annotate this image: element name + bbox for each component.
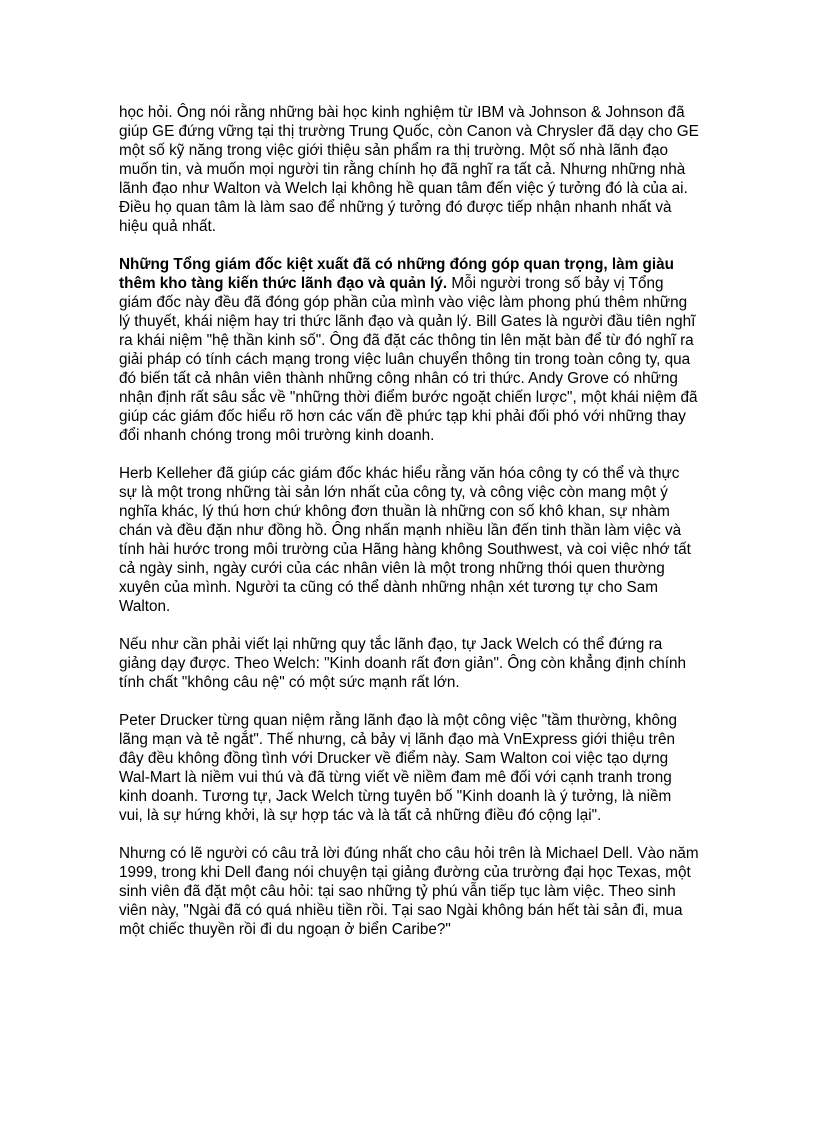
document-page (119, 103, 699, 958)
paragraph-2 (119, 255, 699, 445)
paragraph-6 (119, 844, 699, 939)
paragraph-1-text: học hỏi. Ông nói rằng những bài học kinh nghiệm từ IBM và Johnson & Johnson đã giúp GE đứng vững tại thị trường Trung Quốc, còn Canon và Chrysler đã dạy cho GE một số kỹ năng trong việc giới thiệu sản phẩm ra thị trường. Một số nhà lãnh đạo muốn tin, và muốn mọi người tin rằng chính họ đã nghĩ ra tất cả. Nhưng những nhà lãnh đạo như Walton và Welch lại không hề quan tâm đến việc ý tưởng đó là của ai. Điều họ quan tâm là làm sao để những ý tưởng đó được tiếp nhận nhanh nhất và hiệu quả nhất. (119, 104, 699, 235)
paragraph-2-bold-lead: Những Tổng giám đốc kiệt xuất đã có những đóng góp quan trọng, làm giàu thêm kho tàng kiến thức lãnh đạo và quản lý. (119, 256, 674, 292)
paragraph-4 (119, 635, 699, 692)
paragraph-5 (119, 711, 699, 825)
paragraph-3 (119, 464, 699, 616)
paragraph-5-text: Peter Drucker từng quan niệm rằng lãnh đạo là một công việc "tầm thường, không lãng mạn và tẻ ngắt". Thế nhưng, cả bảy vị lãnh đạo mà VnExpress giới thiệu trên đây đều không đồng tình với Drucker về điểm này. Sam Walton coi việc tạo dựng Wal-Mart là niềm vui thú và đã từng viết về niềm đam mê đối với cạnh tranh trong kinh doanh. Tương tự, Jack Welch từng tuyên bố "Kinh doanh là ý tưởng, là niềm vui, là sự hứng khởi, là sự hợp tác và là tất cả những điều đó cộng lại". (119, 712, 678, 824)
paragraph-6-text: Nhưng có lẽ người có câu trả lời đúng nhất cho câu hỏi trên là Michael Dell. Vào năm 1999, trong khi Dell đang nói chuyện tại giảng đường của trường đại học Texas, một sinh viên đã đặt một câu hỏi: tại sao những tỷ phú vẫn tiếp tục làm việc. Theo sinh viên này, "Ngài đã có quá nhiều tiền rồi. Tại sao Ngài không bán hết tài sản đi, mua một chiếc thuyền rồi đi du ngoạn ở biển Caribe?" (119, 845, 699, 938)
paragraph-4-text: Nếu như cần phải viết lại những quy tắc lãnh đạo, tự Jack Welch có thể đứng ra giảng dạy được. Theo Welch: "Kinh doanh rất đơn giản". Ông còn khẳng định chính tính chất "không câu nệ" có một sức mạnh rất lớn. (119, 636, 687, 691)
paragraph-1 (119, 103, 699, 236)
paragraph-3-text: Herb Kelleher đã giúp các giám đốc khác hiểu rằng văn hóa công ty có thể và thực sự là một trong những tài sản lớn nhất của công ty, và công việc còn mang một ý nghĩa khác, lý thú hơn chứ không đơn thuần là những con số khô khan, sự nhàm chán và đều đặn như đồng hồ. Ông nhấn mạnh nhiều lần đến tinh thần làm việc và tính hài hước trong môi trường của Hãng hàng không Southwest, và coi việc nhớ tất cả ngày sinh, ngày cưới của các nhân viên là một trong những thói quen thường xuyên của mình. Người ta cũng có thể dành những nhận xét tương tự cho Sam Walton. (119, 465, 691, 615)
paragraph-2-text: Mỗi người trong số bảy vị Tổng giám đốc này đều đã đóng góp phần của mình vào việc làm phong phú thêm những lý thuyết, khái niệm hay tri thức lãnh đạo và quản lý. Bill Gates là người đầu tiên nghĩ ra khái niệm "hệ thần kinh số". Ông đã đặt các thông tin lên mặt bàn để từ đó nghĩ ra giải pháp có tính cách mạng trong việc luân chuyển thông tin trong toàn công ty, qua đó biến tất cả nhân viên thành những công nhân có tri thức. Andy Grove có những nhận định rất sâu sắc về "những thời điểm bước ngoặt chiến lược", một khái niệm đã giúp các giám đốc hiểu rõ hơn các vấn đề phức tạp khi phải đối phó với những thay đổi nhanh chóng trong môi trường kinh doanh. (119, 275, 698, 444)
